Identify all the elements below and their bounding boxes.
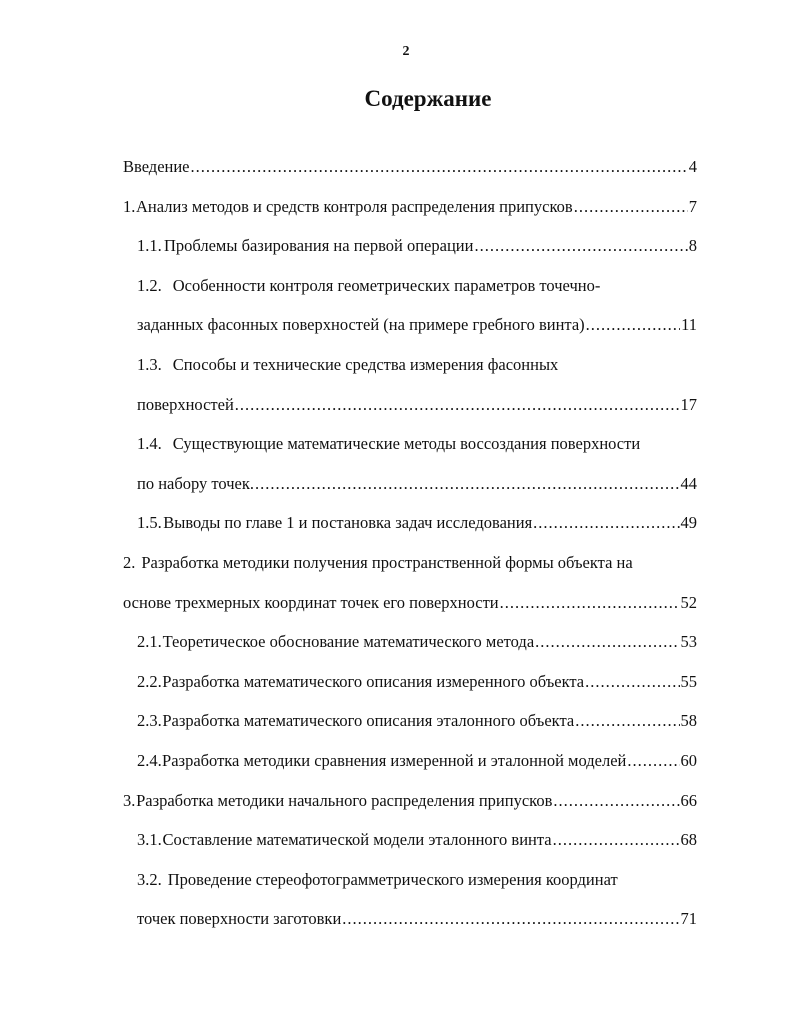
toc-entry-title: основе трехмерных координат точек его поверхности bbox=[123, 593, 499, 612]
toc-entry-number: 2.1. bbox=[137, 632, 162, 651]
toc-entry-page: 52 bbox=[680, 593, 697, 612]
toc-entry-number: 1. bbox=[123, 197, 136, 216]
toc-entry-title: Разработка математического описания эталонного объекта bbox=[162, 711, 575, 730]
dot-leader bbox=[586, 315, 680, 335]
toc-entry-number: 3.1. bbox=[137, 830, 162, 849]
dot-leader bbox=[474, 236, 687, 256]
dot-leader bbox=[533, 513, 679, 533]
toc-entry-number: 1.4. bbox=[137, 434, 162, 453]
toc-entry-line bbox=[137, 395, 697, 415]
toc-entry-line bbox=[137, 870, 618, 890]
toc-entry-page: 49 bbox=[680, 513, 697, 532]
toc-entry-line bbox=[137, 632, 697, 652]
toc-entry-line bbox=[123, 791, 697, 811]
toc-entry-line bbox=[137, 355, 558, 375]
toc-entry-number: 2. bbox=[123, 553, 136, 572]
toc-entry-title: Существующие математические методы воссоздания поверхности bbox=[172, 434, 641, 453]
toc-entry-page: 66 bbox=[680, 791, 697, 810]
toc-entry-line bbox=[123, 593, 697, 613]
toc-entry-number: 1.3. bbox=[137, 355, 162, 374]
toc-entry-line bbox=[137, 751, 697, 771]
toc-entry-line bbox=[137, 474, 697, 494]
toc-entry-number: 1.1. bbox=[137, 236, 162, 255]
dot-leader bbox=[553, 791, 679, 811]
toc-entry-line bbox=[137, 672, 697, 692]
toc-entry-number: 2.2. bbox=[137, 672, 162, 691]
toc-entry-number: 2.3. bbox=[137, 711, 162, 730]
dot-leader bbox=[553, 830, 680, 850]
toc-entry-title: Особенности контроля геометрических параметров точечно- bbox=[172, 276, 601, 295]
toc-entry-title: Проведение стереофотограмметрического измерения координат bbox=[167, 870, 618, 889]
toc-entry-page: 60 bbox=[680, 751, 697, 770]
dot-leader bbox=[500, 593, 680, 613]
toc-entry-page: 8 bbox=[688, 236, 697, 255]
page-title: Содержание bbox=[364, 86, 492, 111]
toc-entry-line bbox=[137, 315, 697, 335]
toc-entry-page: 4 bbox=[688, 157, 697, 176]
toc-entry-title: Разработка методики получения пространственной формы объекта на bbox=[141, 553, 633, 572]
toc-entry-number: 2.4. bbox=[137, 751, 162, 770]
toc-entry-line bbox=[137, 513, 697, 533]
toc-entry-page: 7 bbox=[688, 197, 697, 216]
dot-leader bbox=[585, 672, 679, 692]
toc-entry-title: Составление математической модели эталонного винта bbox=[162, 830, 552, 849]
toc-entry-title: Анализ методов и средств контроля распределения припусков bbox=[136, 197, 573, 216]
toc-entry-number: 3. bbox=[123, 791, 136, 810]
toc-entry-title: Выводы по главе 1 и постановка задач исследования bbox=[163, 513, 533, 532]
toc-entry-title: Способы и технические средства измерения фасонных bbox=[172, 355, 559, 374]
toc-entry-line bbox=[123, 197, 697, 217]
toc-entry-line bbox=[137, 434, 640, 454]
toc-entry-line bbox=[137, 830, 697, 850]
toc-entry-page: 55 bbox=[680, 672, 697, 691]
toc-entry-page: 11 bbox=[681, 315, 697, 334]
dot-leader bbox=[191, 157, 688, 177]
page-number: 2 bbox=[402, 44, 410, 59]
toc-entry-title: Введение bbox=[123, 157, 190, 176]
dot-leader bbox=[255, 474, 680, 494]
toc-entry-page: 58 bbox=[680, 711, 697, 730]
dot-leader bbox=[235, 395, 680, 415]
dot-leader bbox=[627, 751, 679, 771]
toc-entry-title: Теоретическое обоснование математического метода bbox=[162, 632, 535, 651]
toc-entry-page: 71 bbox=[680, 909, 697, 928]
toc-entry-number: 3.2. bbox=[137, 870, 162, 889]
dot-leader bbox=[342, 909, 679, 929]
toc-entry-title: по набору точек. bbox=[137, 474, 254, 493]
toc-entry-page: 68 bbox=[680, 830, 697, 849]
toc-entry-title: Разработка математического описания измеренного объекта bbox=[162, 672, 585, 691]
dot-leader bbox=[574, 197, 688, 217]
toc-entry-line bbox=[137, 276, 600, 296]
toc-entry-title: точек поверхности заготовки bbox=[137, 909, 342, 928]
toc-entry-number: 1.2. bbox=[137, 276, 162, 295]
toc-entry-page: 17 bbox=[680, 395, 697, 414]
toc-entry-line bbox=[137, 909, 697, 929]
toc-entry-line bbox=[123, 553, 633, 573]
toc-entry-title: поверхностей bbox=[137, 395, 234, 414]
toc-entry-line bbox=[137, 236, 697, 256]
toc-entry-page: 44 bbox=[680, 474, 697, 493]
toc-entry-page: 53 bbox=[680, 632, 697, 651]
toc-entry-line bbox=[123, 157, 697, 177]
toc-entry-line bbox=[137, 711, 697, 731]
toc-entry-title: Разработка методики сравнения измеренной и эталонной моделей bbox=[162, 751, 627, 770]
toc-entry-title: Разработка методики начального распределения припусков bbox=[136, 791, 553, 810]
toc-entry-title: Проблемы базирования на первой операции bbox=[163, 236, 474, 255]
dot-leader bbox=[575, 711, 679, 731]
dot-leader bbox=[535, 632, 679, 652]
toc-entry-title: заданных фасонных поверхностей (на примере гребного винта) bbox=[137, 315, 585, 334]
toc-entry-number: 1.5. bbox=[137, 513, 162, 532]
